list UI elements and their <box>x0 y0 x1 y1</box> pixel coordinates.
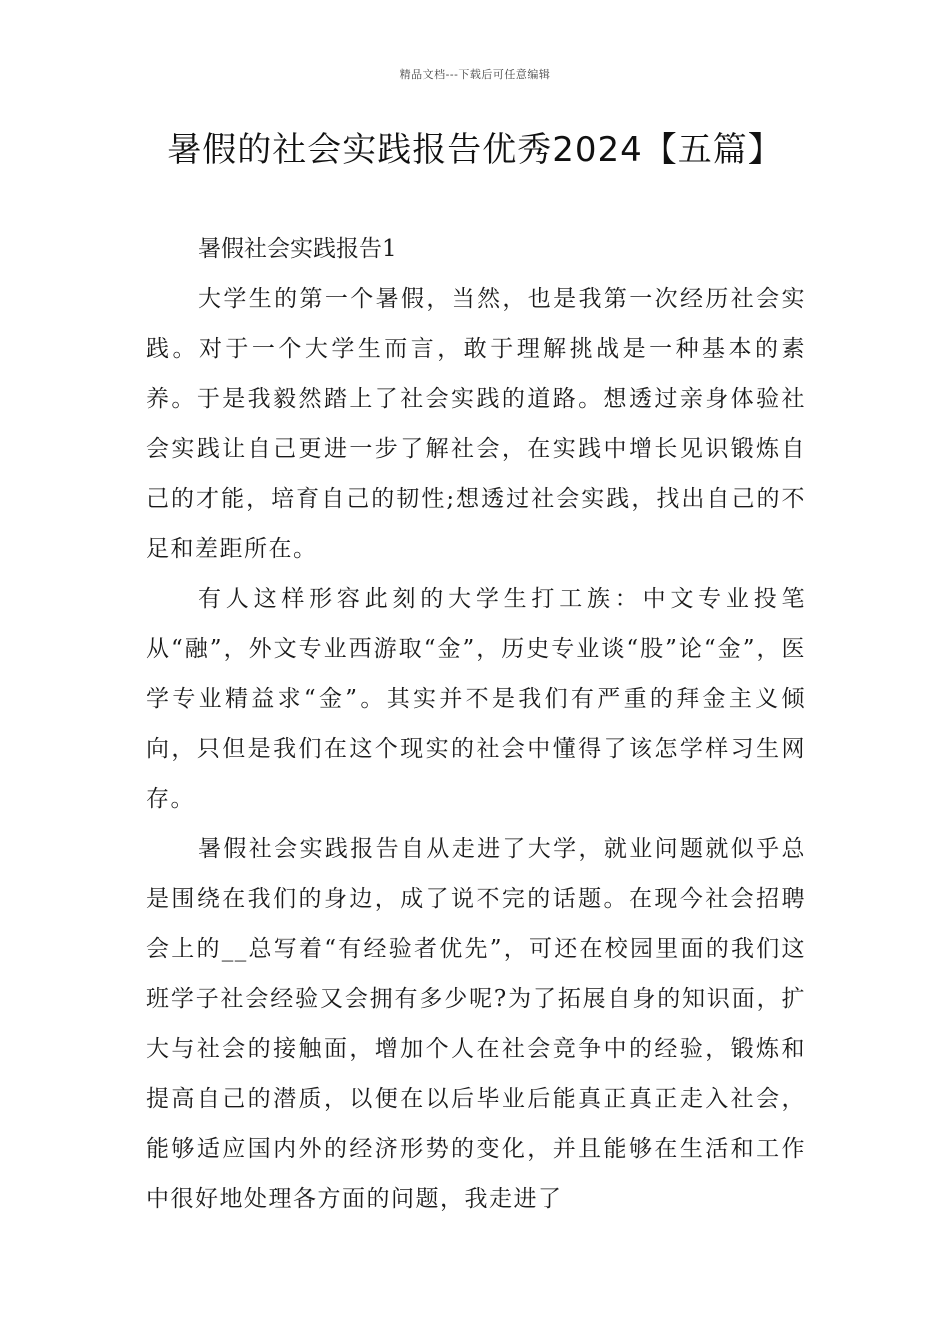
header-note: 精品文档---下载后可任意编辑 <box>399 68 551 81</box>
document-body <box>146 224 806 1224</box>
document-title: 暑假的社会实践报告优秀2024【五篇】 <box>167 130 783 170</box>
paragraph-3: 暑假社会实践报告自从走进了大学，就业问题就似乎总是围绕在我们的身边，成了说不完的话题。在现今社会招聘会上的__总写着“有经验者优先”，可还在校园里面的我们这班学子社会经验又会拥有多少呢?为了拓展自身的知识面，扩大与社会的接触面，增加个人在社会竞争中的经验，锻炼和提高自己的潜质，以便在以后毕业后能真正真正走入社会，能够适应国内外的经济形势的变化，并且能够在生活和工作中很好地处理各方面的问题，我走进了 <box>146 836 806 1212</box>
paragraph-2: 有人这样形容此刻的大学生打工族：中文专业投笔从“融”，外文专业西游取“金”，历史专业谈“股”论“金”，医学专业精益求“金”。其实并不是我们有严重的拜金主义倾向，只但是我们在这个现实的社会中懂得了该怎学样习生网存。 <box>146 586 806 812</box>
section-subheading: 暑假社会实践报告1 <box>198 236 397 262</box>
paragraph-1: 大学生的第一个暑假，当然，也是我第一次经历社会实践。对于一个大学生而言，敢于理解挑战是一种基本的素养。于是我毅然踏上了社会实践的道路。想透过亲身体验社会实践让自己更进一步了解社会，在实践中增长见识锻炼自己的才能，培育自己的韧性;想透过社会实践，找出自己的不足和差距所在。 <box>146 286 806 562</box>
